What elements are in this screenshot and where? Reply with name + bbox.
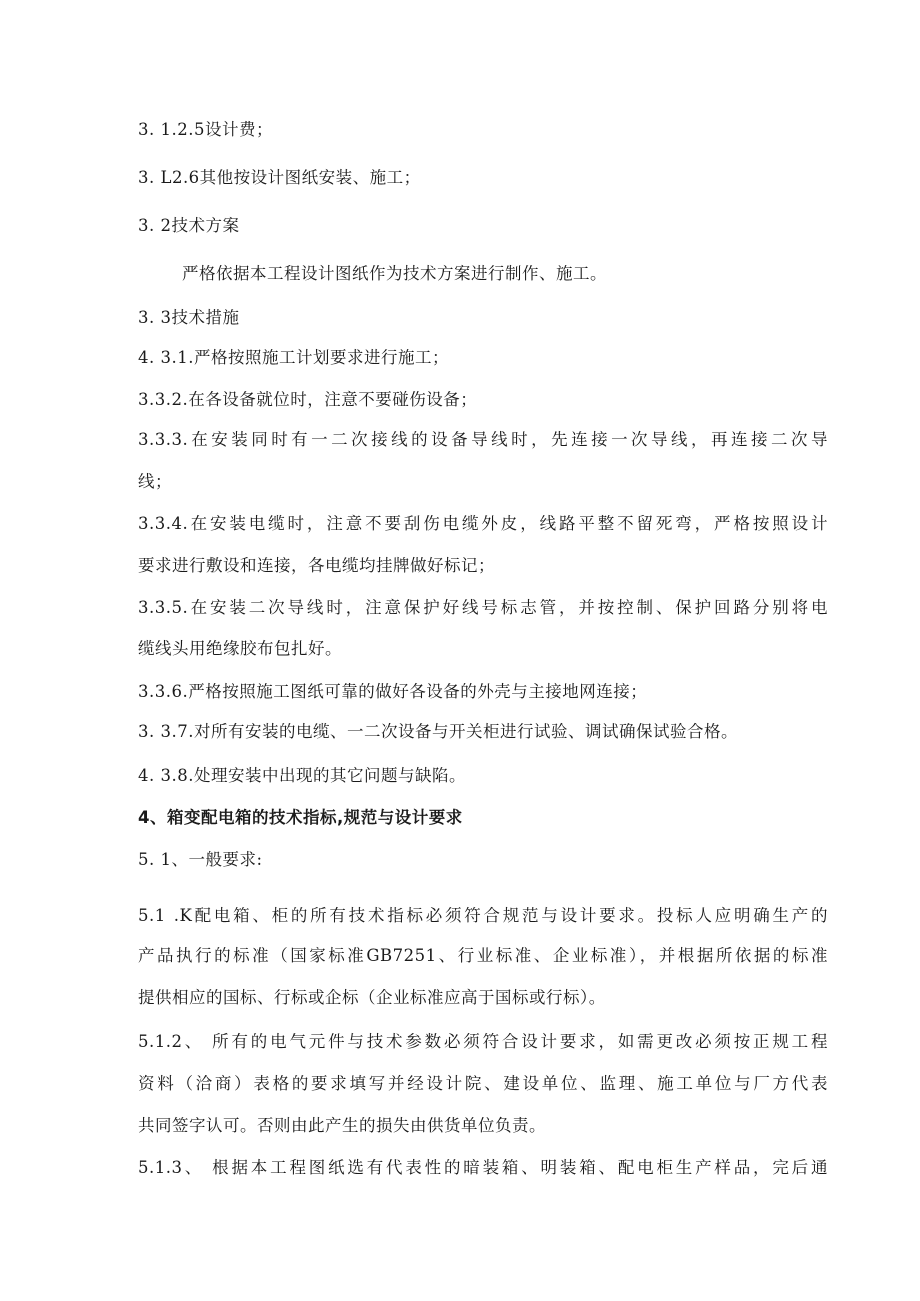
item-3-3-4-line-1: 3.3.4.在安装电缆时，注意不要刮伤电缆外皮，线路平整不留死弯，严格按照设计 <box>138 514 828 533</box>
item-3-3-8: 4. 3.8.处理安装中出现的其它问题与缺陷。 <box>138 766 466 785</box>
text-line-3-1-2-6: 3. L2.6其他按设计图纸安装、施工； <box>138 168 421 187</box>
item-5-1-2-line-1: 5.1.2、 所有的电气元件与技术参数必须符合设计要求，如需更改必须按正规工程 <box>138 1032 828 1051</box>
section-4-heading: 4、箱变配电箱的技术指标,规范与设计要求 <box>138 808 463 827</box>
item-3-3-4-line-2: 要求进行敷设和连接，各电缆均挂牌做好标记； <box>138 556 495 575</box>
item-5-1-3-line-1: 5.1.3、 根据本工程图纸选有代表性的暗装箱、明装箱、配电柜生产样品，完后通 <box>138 1158 828 1177</box>
item-3-3-7: 3. 3.7.对所有安装的电缆、一二次设备与开关柜进行试验、调试确保试验合格。 <box>138 722 738 741</box>
item-5-1-2-line-2: 资料（洽商）表格的要求填写并经设计院、建设单位、监理、施工单位与厂方代表 <box>138 1074 828 1093</box>
item-3-3-5-line-2: 缆线头用绝缘胶布包扎好。 <box>138 639 342 658</box>
section-3-2-title: 3. 2技术方案 <box>138 216 240 235</box>
item-5-1-1-line-3: 提供相应的国标、行标或企标（企业标准应高于国标或行标）。 <box>138 988 606 1007</box>
text-line-3-1-2-5: 3. 1.2.5设计费； <box>138 120 273 139</box>
item-3-3-6: 3.3.6.严格按照施工图纸可靠的做好各设备的外壳与主接地网连接； <box>138 682 648 701</box>
section-3-3-title: 3. 3技术措施 <box>138 308 240 327</box>
item-3-3-5-line-1: 3.3.5.在安装二次导线时，注意保护好线号标志管，并按控制、保护回路分别将电 <box>138 598 828 617</box>
item-3-3-1: 4. 3.1.严格按照施工计划要求进行施工； <box>138 348 449 367</box>
tech-plan-paragraph: 严格依据本工程设计图纸作为技术方案进行制作、施工。 <box>182 264 607 283</box>
item-5-1-2-line-3: 共同签字认可。否则由此产生的损失由供货单位负责。 <box>138 1116 546 1135</box>
item-3-3-3-line-2: 线； <box>138 472 172 491</box>
item-3-3-2: 3.3.2.在各设备就位时，注意不要碰伤设备； <box>138 390 478 409</box>
item-5-1-general: 5. 1、一般要求: <box>138 850 263 869</box>
item-3-3-3-line-1: 3.3.3.在安装同时有一二次接线的设备导线时，先连接一次导线，再连接二次导 <box>138 430 828 449</box>
item-5-1-1-line-2: 产品执行的标准（国家标准GB7251、行业标准、企业标准），并根据所依据的标准 <box>138 946 828 965</box>
item-5-1-1-line-1: 5.1 .K配电箱、柜的所有技术指标必须符合规范与设计要求。投标人应明确生产的 <box>138 906 828 925</box>
